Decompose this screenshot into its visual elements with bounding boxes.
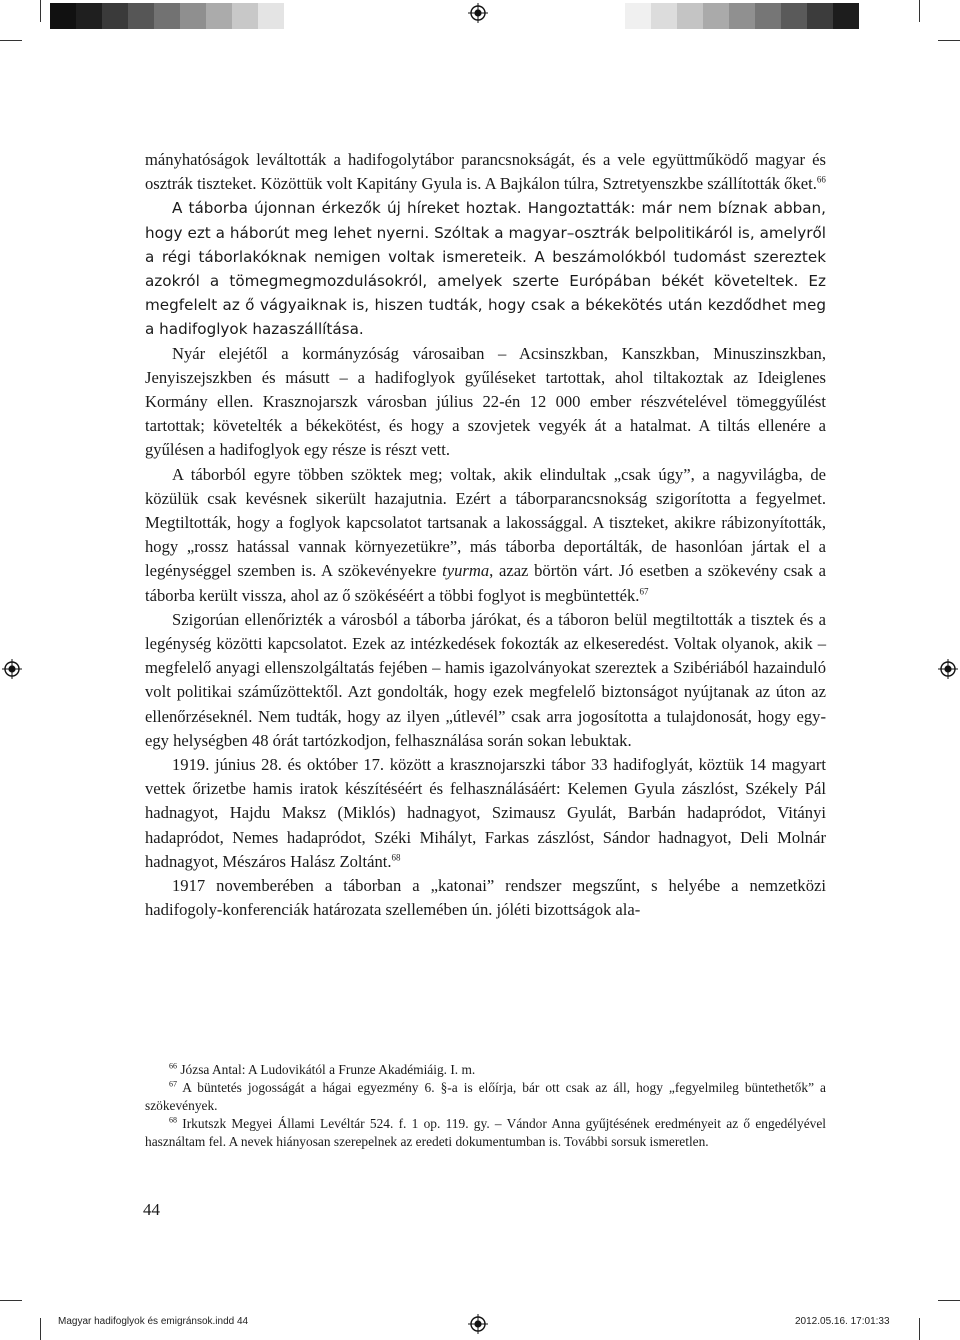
crop-mark (0, 40, 22, 41)
paragraph (145, 753, 826, 874)
color-swatch (625, 3, 651, 29)
paragraph (145, 874, 826, 922)
crop-mark (938, 1300, 960, 1301)
footnote (145, 1115, 826, 1151)
text-run: Szigorúan ellenőrizték a városból a táborba járókat, és a táboron belül megtiltották a tisztek és a legénység közötti kapcsolatot. Ezek az intézkedések fokozták az elkeseredést. Voltak olyanok, akik – megfelelő anyagi ellenszolgáltatás fejében – hamis igazolványokat szereztek a Szibériából hazainduló volt politikai száműzöttektől. Azt gondolták, hogy ezek megfelelő biztonságot nyújtanak az úton az ellenőrzéseknél. Nem tudták, hogy az ilyen „útlevél” csak arra jogosította a tulajdonosát, hogy egy-egy helységben 48 órát tartózkodjon, felhasználása során sokan lebuktak. (145, 609, 826, 750)
color-swatch (807, 3, 833, 29)
footnotes (145, 1061, 826, 1151)
paragraph (145, 608, 826, 753)
color-swatch (703, 3, 729, 29)
text-run: 1919. június 28. és október 17. között a krasznojarszki tábor 33 hadifoglyát, köztük 14 magyart vettek őrizetbe hamis iratok készítéséért és felhasználásáért: Kelemen Gyula zászlóst, Székely Pál hadnagyot, Hajdu Maksz (Miklós) hadnagyot, Szimausz Gyulát, Barbán hadapródot, Vitányi hadapródot, Nemes hadapródot, Széki Mihályt, Farkas zászlóst, Sándor hadnagyot, Deli Molnár hadnagyot, Mészáros Halász Zoltánt. (145, 755, 826, 871)
registration-mark-icon (468, 3, 488, 23)
text-run: 1917 novemberében a táborban a „katonai” rendszer megszűnt, s helyébe a nemzetközi hadifogoly-konferenciák határozata szellemében ún. jóléti bizottságok ala- (145, 876, 826, 920)
color-swatch (206, 3, 232, 29)
color-swatch (232, 3, 258, 29)
paragraph (145, 342, 826, 463)
color-swatch (128, 3, 154, 29)
crop-mark (0, 1300, 22, 1301)
color-swatch (258, 3, 284, 29)
registration-mark-icon (2, 659, 22, 679)
registration-mark-icon (938, 659, 958, 679)
crop-mark (938, 40, 960, 41)
slug-filename: Magyar hadifoglyok és emigránsok.indd 44 (58, 1316, 249, 1327)
paragraph (145, 196, 826, 341)
footnote-number: 66 (169, 1061, 177, 1071)
color-swatch (781, 3, 807, 29)
crop-mark (919, 1318, 920, 1340)
footnote-ref: 66 (816, 174, 826, 185)
text-run: Nyár elejétől a kormányzóság városaiban – Acsinszkban, Kanszkban, Minuszinszkban, Jenyiszejszkben és másutt – a hadifoglyok gyűléseket tartottak, ahol tiltakoztak az Ideiglenes Kormány ellen. Krasznojarszk városban július 22-én 12 000 ember részvételével tömeggyűlést tartottak; követelték a békekötést, és hogy a szovjetek vegyék át a hatalmat. A tiltás ellenére a gyűlésen a hadifoglyok egy része is részt vett. (145, 343, 826, 460)
color-swatch (755, 3, 781, 29)
italic-term: tyurma (442, 561, 490, 581)
color-swatch (50, 3, 76, 29)
color-swatch (154, 3, 180, 29)
slug-timestamp: 2012.05.16. 17:01:33 (795, 1316, 890, 1327)
footnote-number: 68 (169, 1115, 177, 1125)
text-run: , azaz börtön várt. Jó esetben a szökevény csak a táborba került vissza, ahol az ő szökéséért a többi foglyot is megbüntették. (145, 561, 826, 605)
text-run: A táborból egyre többen szöktek meg; voltak, akik elindultak „csak úgy”, a nagyvilágba, de közülük csak kevésnek sikerült hazajutnia. Ezért a táborparancsnokság szigorította a fegyelmet. Megtiltották, hogy a foglyok kapcsolatot tartsanak a lakossággal. A tiszteket, akikre rábizonyították, hogy „rossz hatással vannak környezetükre”, más táborba deportálták, de hasonlóan jártak el a legénységgel szemben is. A szökevényekre (145, 464, 826, 581)
body-text (145, 148, 826, 923)
color-swatch (102, 3, 128, 29)
footnote-number: 67 (169, 1079, 177, 1089)
color-swatch (729, 3, 755, 29)
crop-mark (40, 0, 41, 22)
footnote (145, 1061, 826, 1079)
crop-mark (40, 1318, 41, 1340)
color-swatch (76, 3, 102, 29)
footnote-ref: 68 (391, 852, 401, 863)
text-run: A táborba újonnan érkezők új híreket hoztak. Hangoztatták: már nem bíznak abban, hogy ezt a háborút meg lehet nyerni. Szóltak a magyar–osztrák belpolitikáról is, amelyről a régi táborlakóknak nemigen voltak ismereteik. A beszámolókból tudomást szereztek azokról a tömegmegmozdulásokról, amelyek szerte Európában békét követeltek. Ez megfelelt az ő vágyaiknak is, hiszen tudták, hogy csak a békekötés után kezdődhet meg a hadifoglyok hazaszállítása. (145, 199, 826, 339)
page-number: 44 (143, 1200, 160, 1219)
footnote-text: A büntetés jogosságát a hágai egyezmény 6. §-a is előírja, bár ott csak az áll, hogy „fegyelmileg büntethetők” a szökevények. (145, 1080, 826, 1113)
paragraph (145, 148, 826, 196)
color-swatch (677, 3, 703, 29)
text-run: mányhatóságok leváltották a hadifogolytábor parancsnokságát, és a vele együttműködő magyar és osztrák tiszteket. Közöttük volt Kapitány Gyula is. A Bajkálon túlra, Sztretyenszkbe szállították őket. (145, 150, 826, 194)
footnote-text: Józsa Antal: A Ludovikától a Frunze Akadémiáig. I. m. (177, 1062, 476, 1077)
color-bar-left (50, 3, 284, 29)
color-swatch (180, 3, 206, 29)
footnote (145, 1079, 826, 1115)
footnote-text: Irkutszk Megyei Állami Levéltár 524. f. 1 op. 119. gy. – Vándor Anna gyűjtésének eredményeit az ő engedélyével használtam fel. A nevek hiányosan szerepelnek az eredeti dokumentumban is. További sorsuk ismeretlen. (145, 1116, 826, 1149)
registration-mark-icon (468, 1314, 488, 1334)
paragraph (145, 463, 826, 608)
footnote-ref: 67 (639, 586, 649, 597)
color-swatch (833, 3, 859, 29)
color-swatch (651, 3, 677, 29)
color-bar-right (625, 3, 859, 29)
crop-mark (919, 0, 920, 22)
